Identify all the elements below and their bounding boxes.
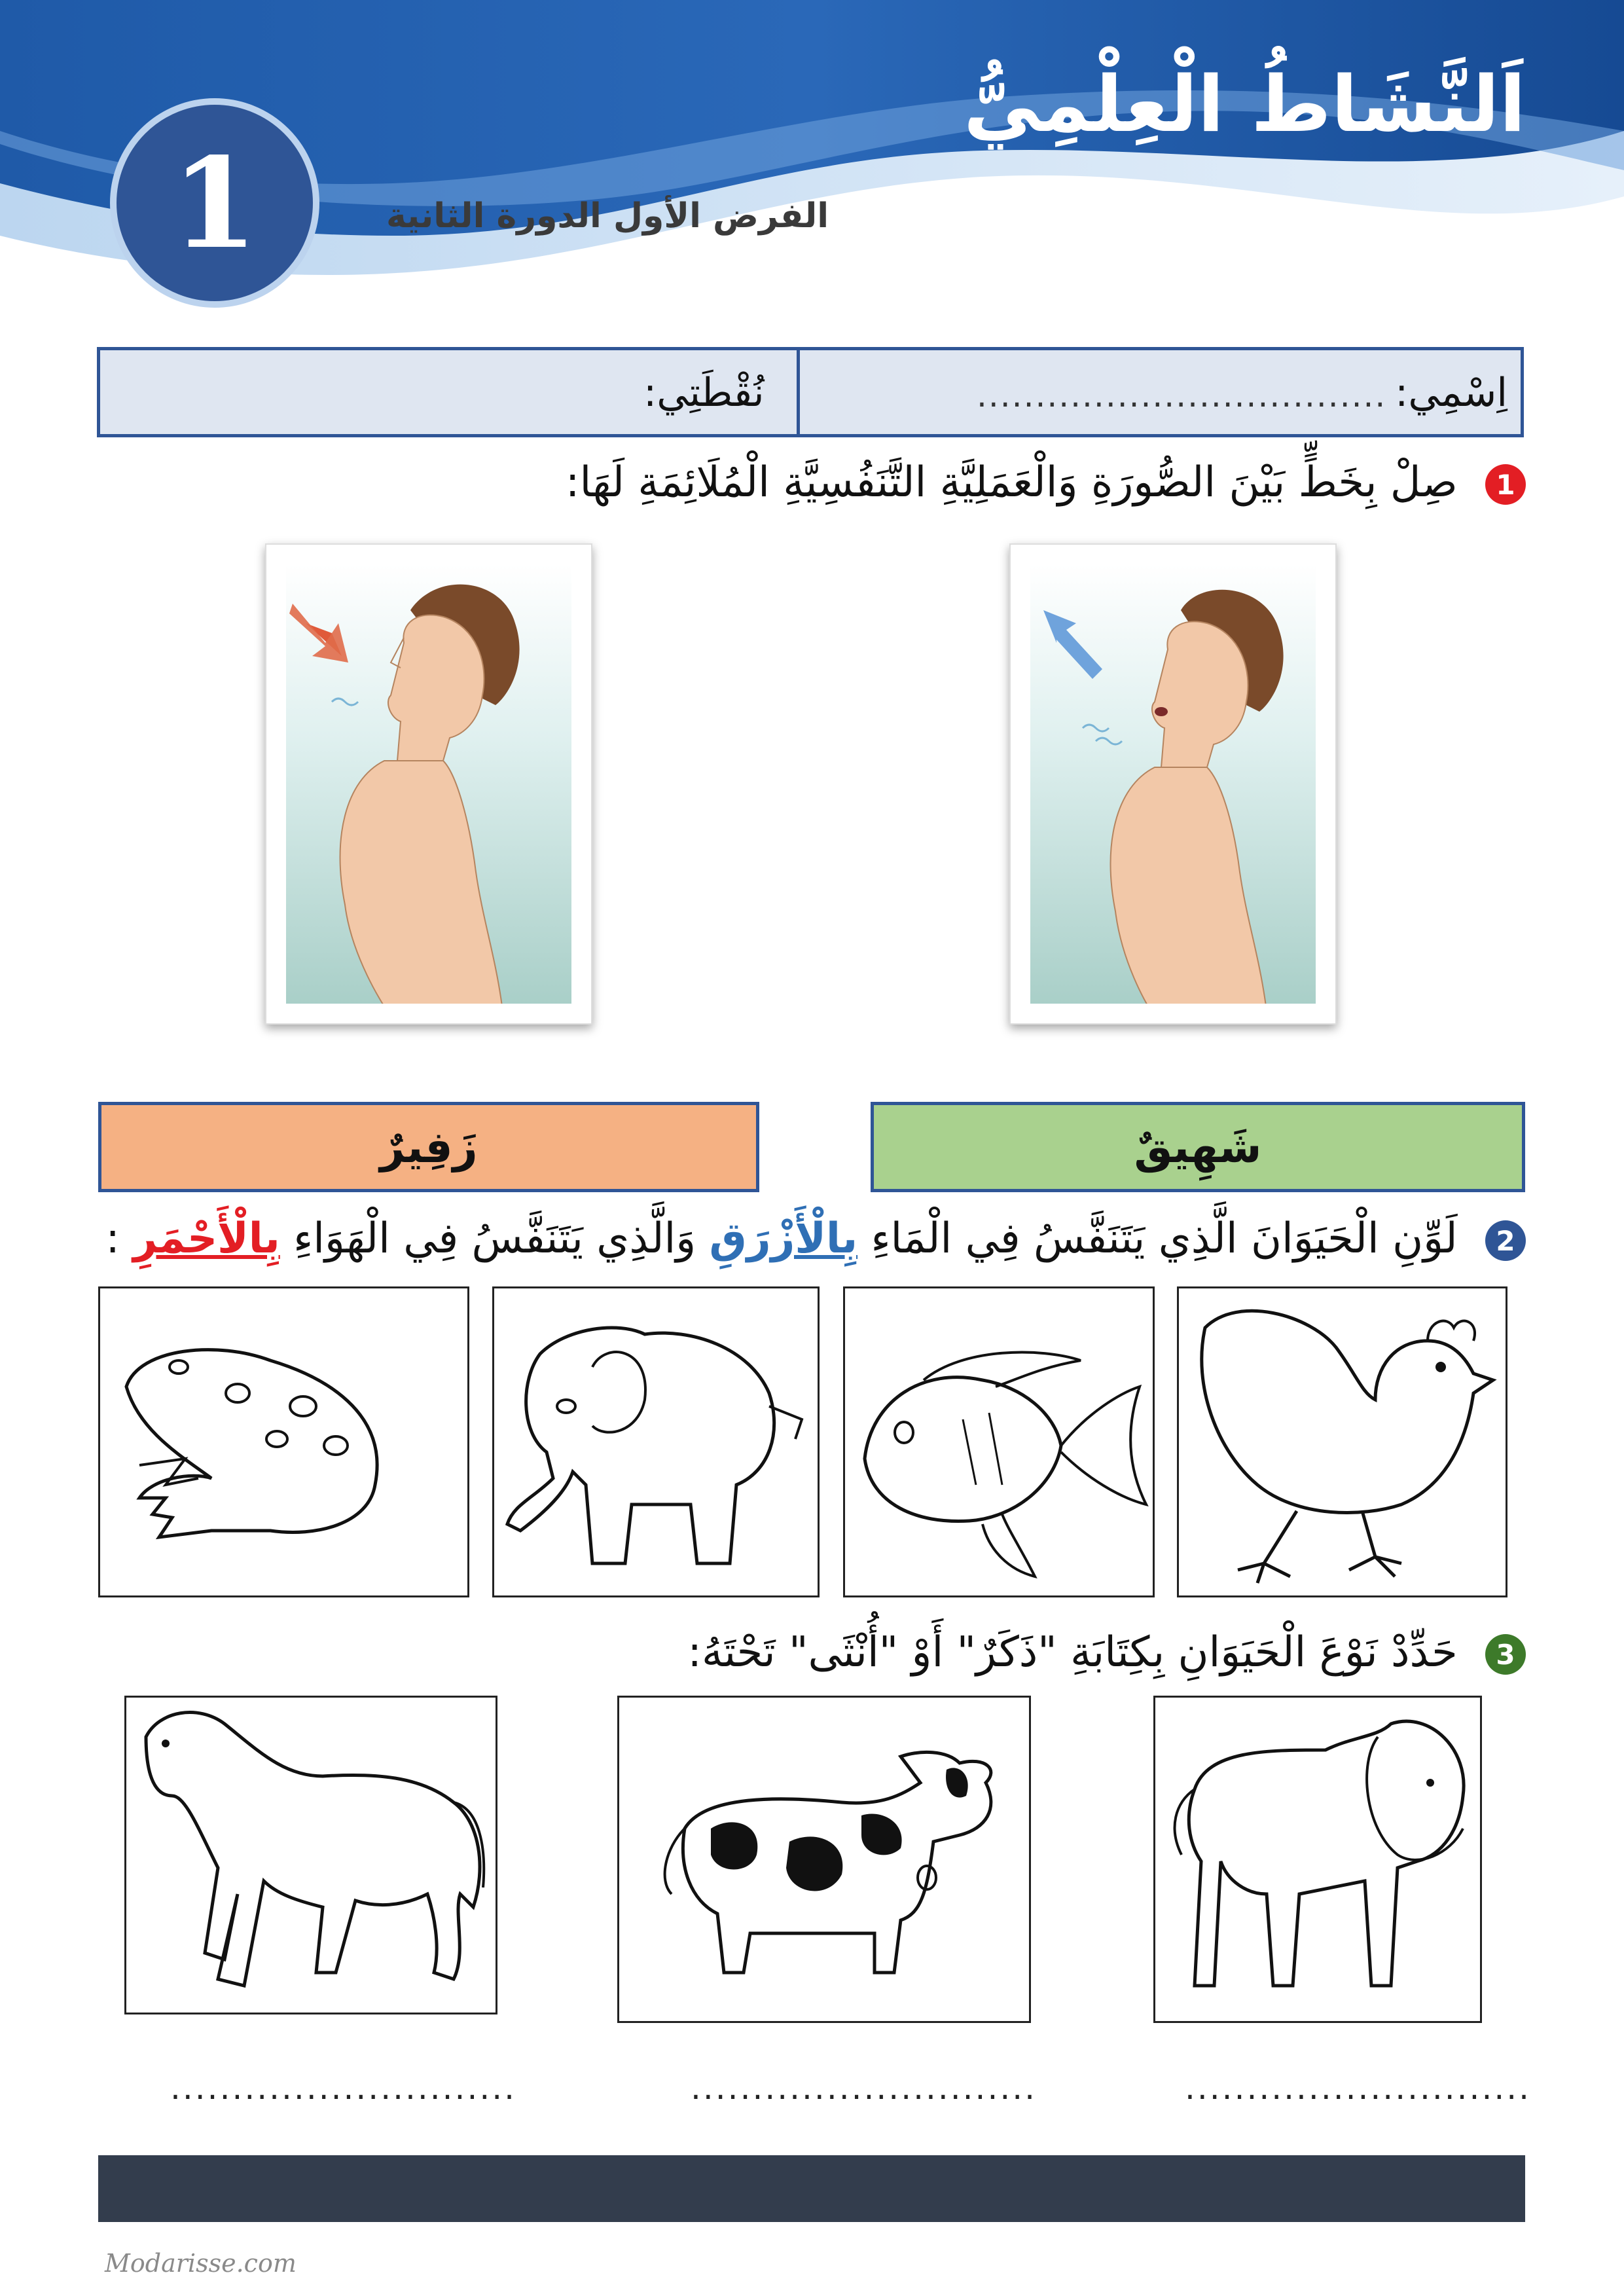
horse-picture	[124, 1696, 497, 2014]
boy-exhaling-illustration	[1030, 564, 1316, 1004]
question-1-text: صِلْ بِخَطٍّ بَيْنَ الصُّورَةِ وَالْعَمَلِيَّةِ التَّنَفُسِيَّةِ الْمُلَائِمَةِ لَهَا:	[565, 458, 1458, 507]
question-3-badge: 3	[1485, 1634, 1526, 1675]
exam-subtitle: الفرض الأول الدورة الثانية	[386, 196, 829, 236]
question-2	[105, 1214, 1526, 1263]
score-label: نُقْطَتِي:	[643, 370, 765, 416]
exhale-photo	[1009, 543, 1337, 1025]
cow-drawing	[619, 1698, 1029, 2021]
lion-picture	[1153, 1696, 1482, 2023]
hen-picture[interactable]	[1177, 1286, 1507, 1597]
boy-inhaling-illustration	[286, 564, 571, 1004]
question-2-text-part2: وَالَّذِي يَتَنَفَّسُ فِي الْهَوَاءِ	[280, 1214, 696, 1263]
question-1-badge: 1	[1485, 464, 1526, 505]
question-3-text: حَدِّدْ نَوْعَ الْحَيَوَانِ بِكِتَابَةِ "ذَكَرٌ" أَوْ "أُنْثَى" تَحْتَهُ:	[687, 1628, 1458, 1677]
page-title: اَلنَّشَاطُ الْعِلْمِيُّ	[964, 59, 1526, 149]
frog-drawing	[100, 1288, 467, 1595]
exhale-label-box: زَفِيرٌ	[98, 1102, 759, 1192]
lion-answer-line[interactable]: ............................	[1185, 2069, 1532, 2107]
elephant-drawing	[494, 1288, 818, 1595]
name-cell	[800, 350, 1521, 434]
question-3	[687, 1628, 1526, 1677]
footer-bar	[98, 2155, 1525, 2222]
activity-number-badge: 1	[110, 98, 319, 308]
inhale-label-box: شَهِيقٌ	[871, 1102, 1525, 1192]
frog-picture[interactable]	[98, 1286, 469, 1597]
question-2-badge: 2	[1485, 1220, 1526, 1261]
horse-answer-line[interactable]: ............................	[170, 2069, 517, 2107]
fish-drawing	[845, 1288, 1153, 1595]
question-1	[566, 458, 1526, 507]
lion-drawing	[1155, 1698, 1480, 2021]
hen-drawing	[1179, 1288, 1506, 1595]
name-label: اِسْمِي:	[1395, 370, 1507, 416]
watermark: Modarisse.com	[105, 2249, 297, 2278]
name-answer-line[interactable]: ...................................	[977, 376, 1387, 414]
cow-answer-line[interactable]: ............................	[691, 2069, 1038, 2107]
score-cell	[100, 350, 800, 434]
cow-picture	[617, 1696, 1031, 2023]
horse-drawing	[126, 1698, 496, 2013]
question-2-blue-word: بِالْأَزْرَقِ	[709, 1214, 858, 1263]
student-info-table	[97, 347, 1524, 437]
question-2-red-word: بِالْأَحْمَرِ	[133, 1214, 280, 1263]
question-2-text-part1: لَوِّنِ الْحَيَوَانَ الَّذِي يَتَنَفَّسُ فِي الْمَاءِ	[857, 1214, 1458, 1263]
elephant-picture[interactable]	[492, 1286, 820, 1597]
inhale-photo	[265, 543, 592, 1025]
question-2-text-end: :	[105, 1214, 120, 1263]
fish-picture[interactable]	[843, 1286, 1155, 1597]
